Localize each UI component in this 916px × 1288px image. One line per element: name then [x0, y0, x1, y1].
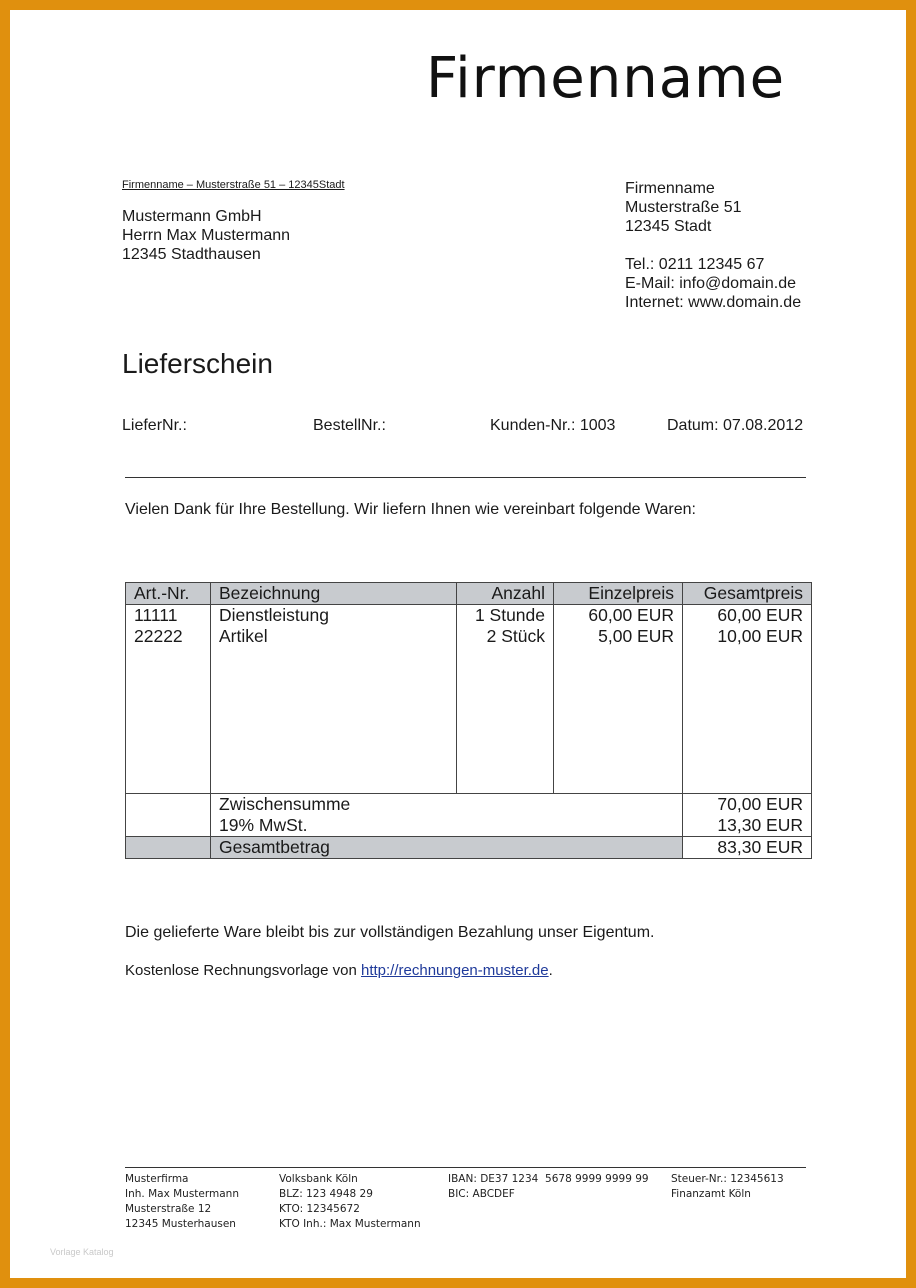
- footer-tax: [671, 1172, 784, 1202]
- col-header-anzahl: Anzahl: [457, 583, 554, 605]
- cell-art-nr: 11111: [126, 605, 211, 627]
- footer-line: Volksbank Köln: [279, 1173, 358, 1185]
- recipient-line: 12345 Stadthausen: [122, 246, 261, 263]
- footer-line: IBAN: DE37 1234 5678 9999 9999 99: [448, 1173, 649, 1185]
- cell-art-nr: 22222: [126, 626, 211, 647]
- company-internet: Internet: www.domain.de: [625, 294, 802, 311]
- recipient-line: Mustermann GmbH: [122, 208, 262, 225]
- footer-line: Steuer-Nr.: 12345613: [671, 1173, 784, 1185]
- table-empty-space: [126, 647, 812, 794]
- col-header-art-nr: Art.-Nr.: [126, 583, 211, 605]
- tax-row: [126, 815, 812, 837]
- footer-line: Finanzamt Köln: [671, 1188, 751, 1200]
- document-date: Datum: 07.08.2012: [667, 417, 804, 434]
- cell-gesamtpreis: 60,00 EUR: [683, 605, 812, 627]
- footer-line: Inh. Max Mustermann: [125, 1188, 239, 1200]
- kunden-nr: Kunden-Nr.: 1003: [490, 417, 616, 434]
- table-row: [126, 626, 812, 647]
- intro-text: Vielen Dank für Ihre Bestellung. Wir liefern Ihnen wie vereinbart folgende Waren:: [125, 501, 696, 518]
- col-header-einzelpreis: Einzelpreis: [554, 583, 683, 605]
- footer-line: Musterstraße 12: [125, 1203, 212, 1215]
- template-link[interactable]: http://rechnungen-muster.de: [361, 962, 549, 979]
- watermark-text: Vorlage Katalog: [50, 1247, 114, 1257]
- company-title: Firmenname: [426, 46, 786, 111]
- template-note: [125, 962, 553, 979]
- company-tel: Tel.: 0211 12345 67: [625, 256, 765, 273]
- footer-bank: [279, 1172, 421, 1232]
- company-city: 12345 Stadt: [625, 218, 712, 235]
- cell-bezeichnung: Artikel: [211, 626, 457, 647]
- footer-line: BIC: ABCDEF: [448, 1188, 515, 1200]
- divider: [125, 477, 806, 478]
- tax-label: 19% MwSt.: [211, 815, 683, 837]
- tax-value: 13,30 EUR: [683, 815, 812, 837]
- cell-anzahl: 1 Stunde: [457, 605, 554, 627]
- cell-einzelpreis: 5,00 EUR: [554, 626, 683, 647]
- company-email: E-Mail: info@domain.de: [625, 275, 796, 292]
- company-name: Firmenname: [625, 180, 715, 197]
- ownership-note: Die gelieferte Ware bleibt bis zur vollständigen Bezahlung unser Eigentum.: [125, 924, 655, 941]
- template-note-prefix: Kostenlose Rechnungsvorlage von: [125, 962, 361, 979]
- cell-gesamtpreis: 10,00 EUR: [683, 626, 812, 647]
- company-street: Musterstraße 51: [625, 199, 742, 216]
- footer-line: Musterfirma: [125, 1173, 189, 1185]
- document-title: Lieferschein: [122, 348, 273, 379]
- company-contact-block: [625, 179, 801, 312]
- footer-line: KTO: 12345672: [279, 1203, 360, 1215]
- bestell-nr-label: BestellNr.:: [313, 417, 386, 434]
- recipient-address: [122, 207, 290, 264]
- total-label: Gesamtbetrag: [211, 837, 683, 859]
- subtotal-row: [126, 794, 812, 816]
- sender-return-line: Firmenname – Musterstraße 51 – 12345Stadt: [122, 179, 345, 191]
- subtotal-value: 70,00 EUR: [683, 794, 812, 816]
- footer-iban: [448, 1172, 649, 1202]
- total-row: [126, 837, 812, 859]
- footer-line: 12345 Musterhausen: [125, 1218, 236, 1230]
- cell-bezeichnung: Dienstleistung: [211, 605, 457, 627]
- recipient-line: Herrn Max Mustermann: [122, 227, 291, 244]
- table-header-row: [126, 583, 812, 605]
- lief-nr-label: LieferNr.:: [122, 417, 187, 434]
- footer-company: [125, 1172, 239, 1232]
- cell-anzahl: 2 Stück: [457, 626, 554, 647]
- footer-line: BLZ: 123 4948 29: [279, 1188, 373, 1200]
- footer-divider: [125, 1167, 806, 1168]
- cell-einzelpreis: 60,00 EUR: [554, 605, 683, 627]
- col-header-bezeichnung: Bezeichnung: [211, 583, 457, 605]
- subtotal-label: Zwischensumme: [211, 794, 683, 816]
- template-note-suffix: .: [548, 962, 553, 979]
- col-header-gesamtpreis: Gesamtpreis: [683, 583, 812, 605]
- table-row: [126, 605, 812, 627]
- footer-line: KTO Inh.: Max Mustermann: [279, 1218, 421, 1230]
- total-value: 83,30 EUR: [683, 837, 812, 859]
- items-table: [125, 582, 812, 859]
